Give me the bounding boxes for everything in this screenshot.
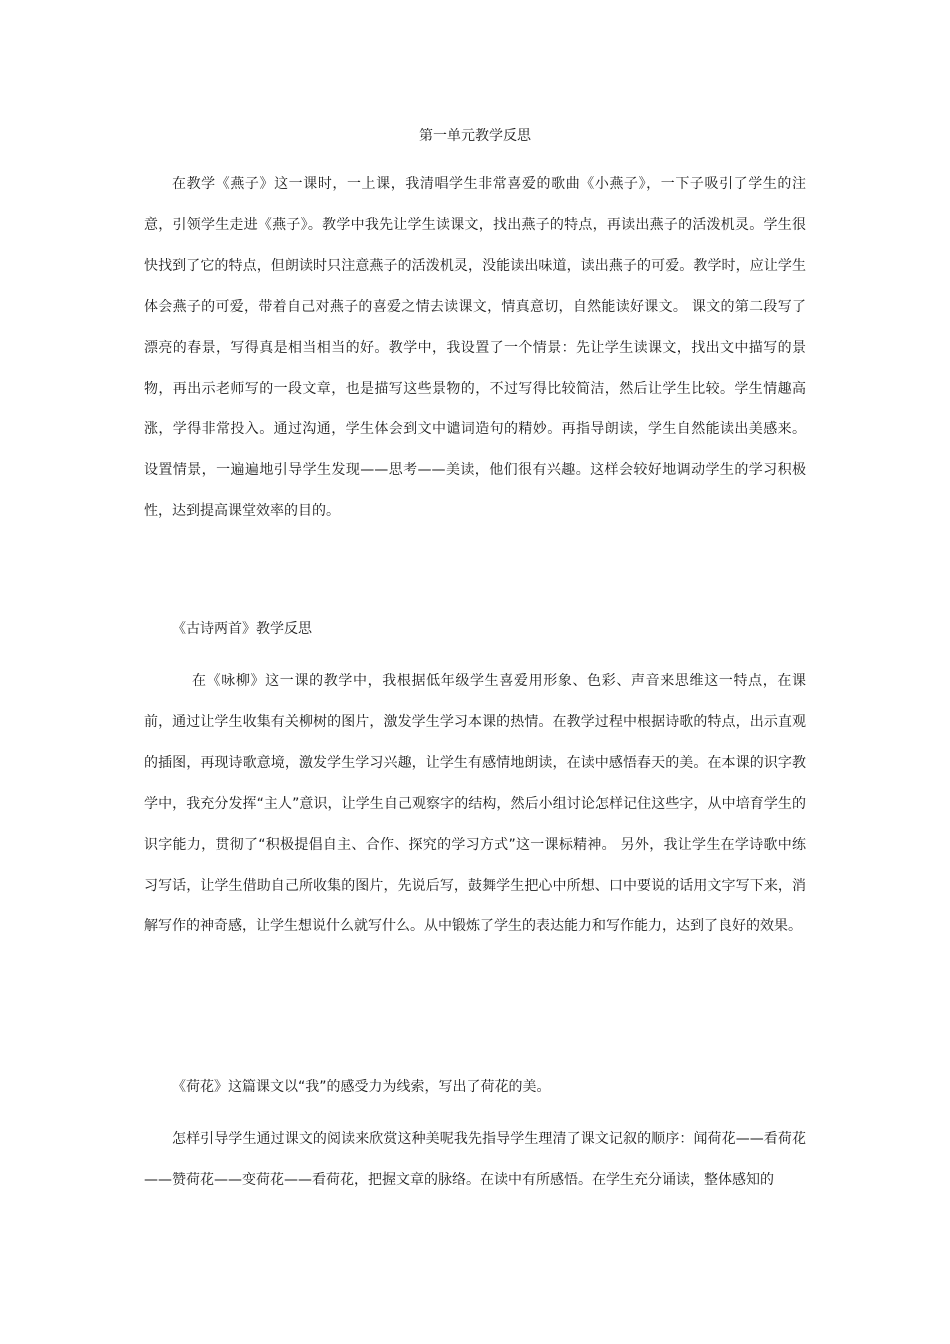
paragraph-lotus-lesson: 怎样引导学生通过课文的阅读来欣赏这种美呢我先指导学生理清了课文记叙的顺序：闻荷花——看荷花——赞荷花——变荷花——看荷花，把握文章的脉络。在读中有所感悟。在学生充分诵读，整体感知的 — [144, 1131, 806, 1188]
paragraph-willow-lesson: 在《咏柳》这一课的教学中，我根据低年级学生喜爱用形象、色彩、声音来思维这一特点，在课前，通过让学生收集有关柳树的图片，激发学生学习本课的热情。在教学过程中根据诗歌的特点，出示直观的插图，再现诗歌意境，激发学生学习兴趣，让学生有感情地朗读，在读中感悟春天的美。在本课的识字教学中，我充分发挥“主人”意识，让学生自己观察字的结构，然后小组讨论怎样记住这些字，从中培育学生的识字能力，贯彻了“积极提倡自主、合作、探究的学习方式”这一课标精神。 另外，我让学生在学诗歌中练习写话，让学生借助自己所收集的图片，先说后写，鼓舞学生把心中所想、口中要说的话用文字写下来，消解写作的神奇感，让学生想说什么就写什么。从中锻炼了学生的表达能力和写作能力，达到了良好的效果。 — [144, 673, 806, 935]
paragraph-swallow-lesson: 在教学《燕子》这一课时，一上课，我清唱学生非常喜爱的歌曲《小燕子》，一下子吸引了学生的注意，引领学生走进《燕子》。教学中我先让学生读课文，找出燕子的特点，再读出燕子的活泼机灵。学生很快找到了它的特点，但朗读时只注意燕子的活泼机灵，没能读出味道，读出燕子的可爱。教学时，应让学生体会燕子的可爱，带着自己对燕子的喜爱之情去读课文，情真意切，自然能读好课文。 课文的第二段写了漂亮的春景，写得真是相当相当的好。教学中，我设置了一个情景：先让学生读课文，找出文中描写的景物，再出示老师写的一段文章，也是描写这些景物的，不过写得比较简洁，然后让学生比较。学生情趣高涨，学得非常投入。通过沟通，学生体会到文中谴词造句的精妙。再指导朗读，学生自然能读出美感来。 设置情景，一遍遍地引导学生发现——思考——美读，他们很有兴趣。这样会较好地调动学生的学习积极性，达到提高课堂效率的目的。 — [144, 176, 806, 520]
document-title: 第一单元教学反思 — [419, 128, 531, 144]
section-heading-ancient-poems: 《古诗两首》教学反思 — [172, 621, 312, 637]
section-heading-lotus: 《荷花》这篇课文以“我”的感受力为线索，写出了荷花的美。 — [172, 1079, 551, 1095]
